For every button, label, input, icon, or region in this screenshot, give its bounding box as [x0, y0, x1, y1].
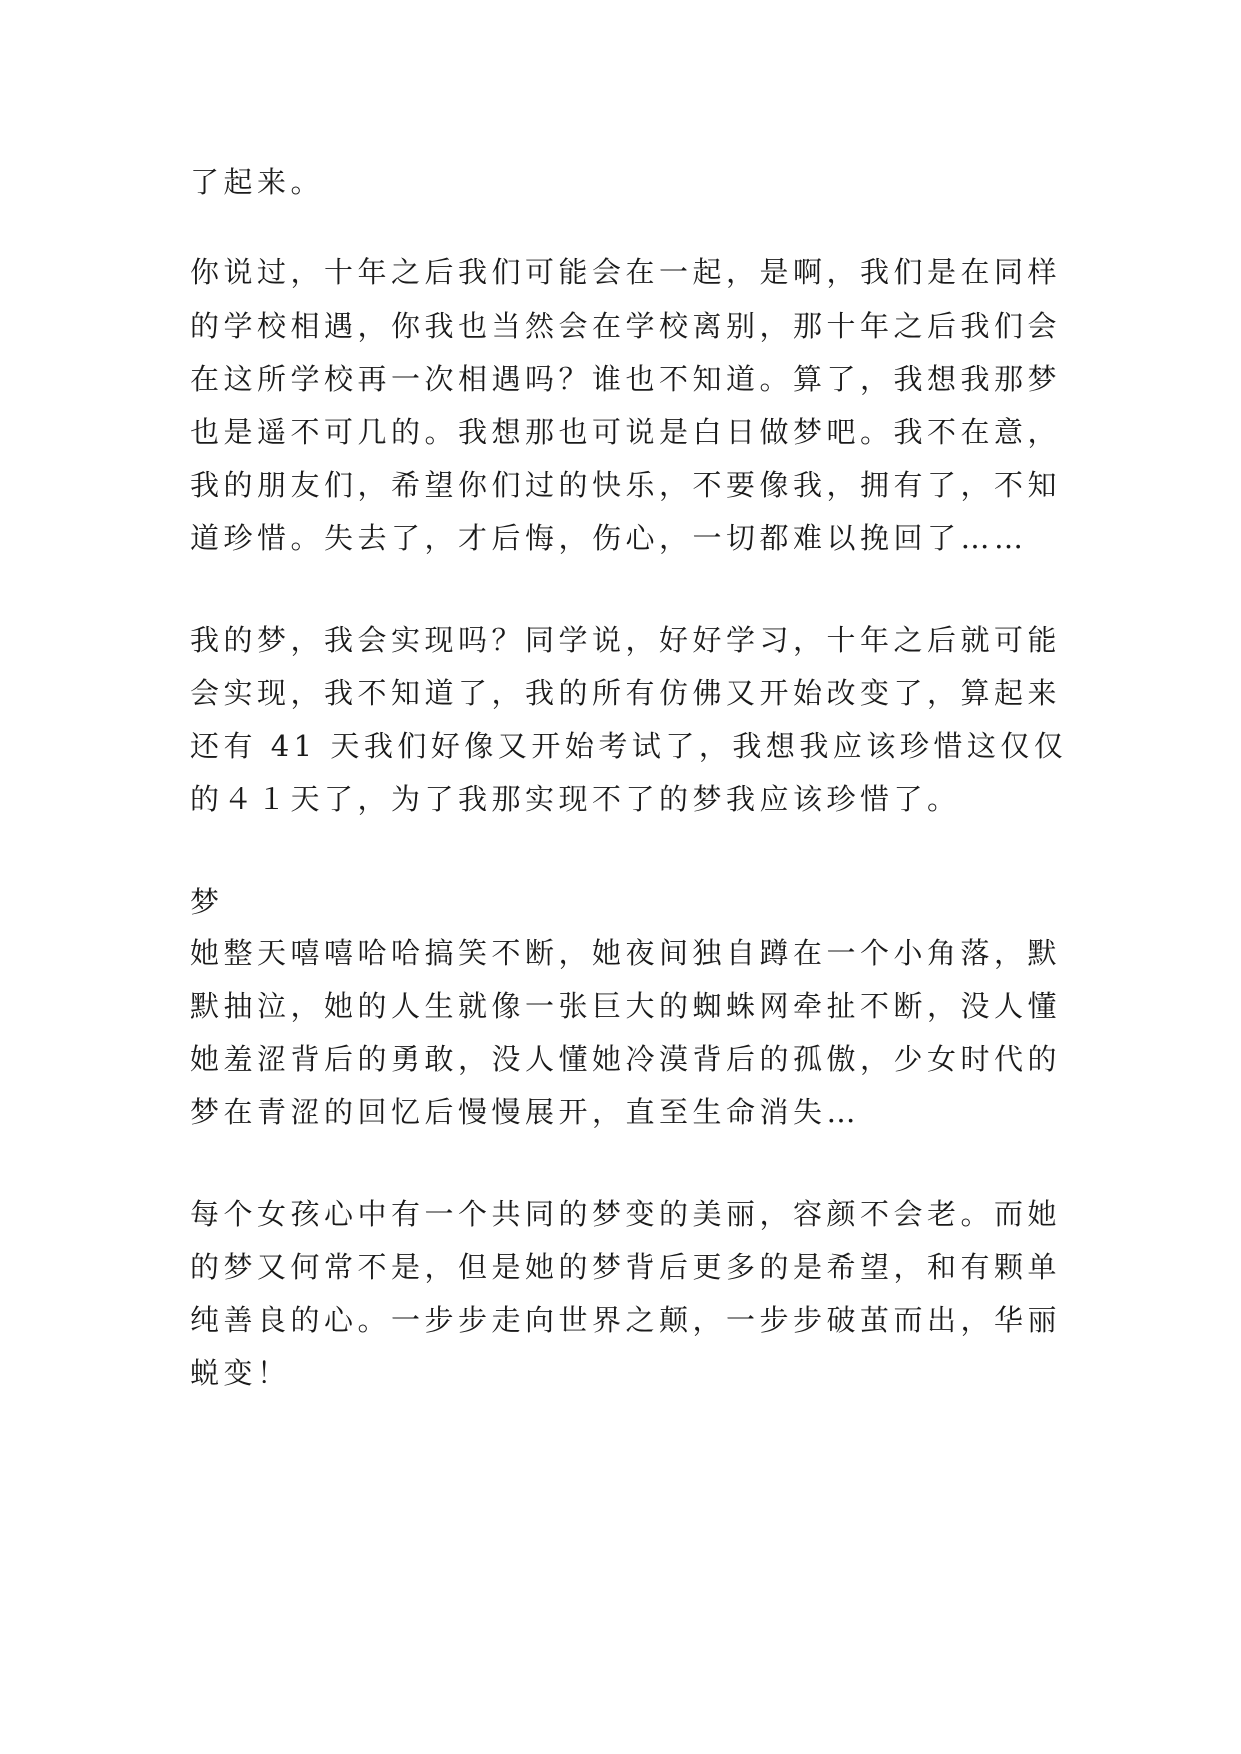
text-line: 会实现，我不知道了，我的所有仿佛又开始改变了，算起来	[190, 676, 1062, 710]
text-line: 你说过，十年之后我们可能会在一起，是啊，我们是在同样	[190, 255, 1062, 289]
text-line: 也是遥不可几的。我想那也可说是白日做梦吧。我不在意，	[190, 415, 1062, 449]
text-line: 她整天嘻嘻哈哈搞笑不断，她夜间独自蹲在一个小角落，默	[190, 936, 1062, 970]
text-line: 每个女孩心中有一个共同的梦变的美丽，容颜不会老。而她	[190, 1197, 1062, 1231]
text-line: 她羞涩背后的勇敢，没人懂她冷漠背后的孤傲，少女时代的	[190, 1042, 1062, 1076]
text-line: 我的梦，我会实现吗？同学说，好好学习，十年之后就可能	[190, 623, 1062, 657]
text-line: 默抽泣，她的人生就像一张巨大的蜘蛛网牵扯不断，没人懂	[190, 989, 1062, 1023]
text-line: 的４１天了，为了我那实现不了的梦我应该珍惜了。	[190, 782, 961, 816]
text-line: 在这所学校再一次相遇吗？谁也不知道。算了，我想我那梦	[190, 362, 1062, 396]
text-line: 道珍惜。失去了，才后悔，伤心，一切都难以挽回了……	[190, 521, 1028, 555]
text-line: 纯善良的心。一步步走向世界之颠，一步步破茧而出，华丽	[190, 1303, 1062, 1337]
text-line: 我的朋友们，希望你们过的快乐，不要像我，拥有了，不知	[190, 468, 1062, 502]
text-line: 的梦又何常不是，但是她的梦背后更多的是希望，和有颗单	[190, 1250, 1062, 1284]
text-line: 梦在青涩的回忆后慢慢展开，直至生命消失…	[190, 1095, 861, 1129]
text-line: 的学校相遇，你我也当然会在学校离别，那十年之后我们会	[190, 309, 1062, 343]
section-heading: 梦	[190, 885, 224, 919]
text-line: 了起来。	[190, 165, 325, 199]
text-line: 蜕变！	[190, 1356, 291, 1390]
text-line: 还有 41 天我们好像又开始考试了，我想我应该珍惜这仅仅	[190, 729, 1068, 763]
